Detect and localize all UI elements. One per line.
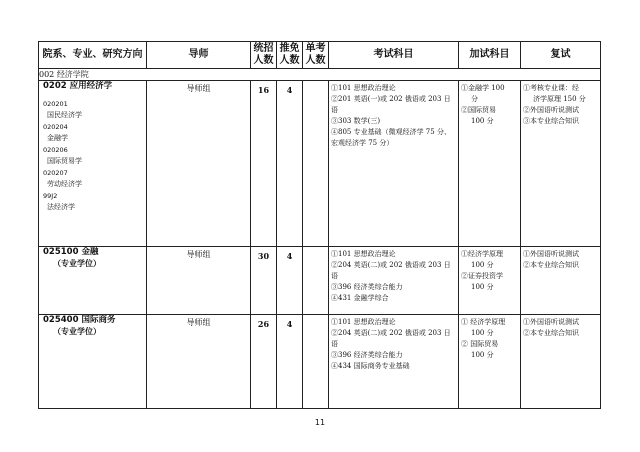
program-title: 025400 国际商务 (43, 315, 116, 325)
subfield-code: 99J2 (43, 192, 58, 200)
exam-line: 语 (331, 340, 338, 348)
total-cell: 16 (251, 81, 277, 247)
subfield-code: 020206 (43, 146, 68, 154)
subfield-code: 020204 (43, 123, 68, 131)
subfield-name: 国际贸易学 (47, 157, 82, 165)
extra-line: ①经济学原理 (461, 250, 503, 258)
extra-cell (459, 315, 521, 409)
retest-cell (521, 81, 601, 247)
program-row (39, 315, 601, 409)
exam-cell (329, 247, 459, 315)
retest-line: ②本专业综合知识 (523, 261, 579, 269)
single-cell (303, 81, 329, 247)
retest-line: ③本专业综合知识 (523, 117, 579, 125)
major-cell (39, 315, 147, 409)
exam-line: ①101 思想政治理论 (331, 84, 396, 92)
college-row (39, 69, 601, 81)
exam-line: ①101 思想政治理论 (331, 250, 396, 258)
page-number: 11 (314, 418, 326, 427)
exam-line: ③396 经济类综合能力 (331, 351, 403, 359)
subfield-item (43, 123, 146, 144)
extra-line: 100 分 (471, 261, 494, 269)
subfield-item (43, 146, 146, 167)
header-single: 单考人数 (303, 42, 329, 69)
single-cell (303, 247, 329, 315)
header-advisor: 导师 (147, 42, 251, 69)
retest-line: ②本专业综合知识 (523, 329, 579, 337)
recommended-cell: 4 (277, 81, 303, 247)
subfield-name: 国民经济学 (47, 111, 82, 119)
retest-line: ①外国语听说测试 (523, 250, 579, 258)
exam-line: ③396 经济类综合能力 (331, 283, 403, 291)
header-major: 院系、专业、研究方向 (39, 42, 147, 69)
major-cell (39, 247, 147, 315)
recommended-cell: 4 (277, 315, 303, 409)
exam-line: ③303 数学(三) (331, 117, 381, 125)
subfield-item (43, 100, 146, 121)
program-subtitle: （专业学位） (53, 258, 101, 268)
extra-line: 100 分 (471, 351, 494, 359)
subfield-name: 法经济学 (47, 203, 75, 211)
exam-cell (329, 315, 459, 409)
program-title: 0202 应用经济学 (43, 81, 113, 91)
extra-cell (459, 247, 521, 315)
exam-line: ②201 英语(一)或 202 俄语或 203 日 (331, 95, 451, 103)
extra-line: 100 分 (471, 283, 494, 291)
extra-line: ① 经济学原理 (461, 318, 506, 326)
subfield-item (43, 192, 146, 213)
extra-line: ② 国际贸易 (461, 340, 499, 348)
exam-line: 语 (331, 106, 338, 114)
recommended-cell: 4 (277, 247, 303, 315)
retest-line: ②外国语听说测试 (523, 106, 579, 114)
header-exam: 考试科目 (329, 42, 459, 69)
program-subtitle: （专业学位） (53, 326, 101, 336)
admissions-table (38, 41, 601, 409)
extra-line: 100 分 (471, 329, 494, 337)
total-cell: 26 (251, 315, 277, 409)
extra-line: ②国际贸易 (461, 106, 496, 114)
header-recommended: 推免人数 (277, 42, 303, 69)
advisor-cell: 导师组 (147, 315, 251, 409)
advisor-cell: 导师组 (147, 247, 251, 315)
major-cell (39, 81, 147, 247)
subfield-code: 020201 (43, 100, 68, 108)
retest-cell (521, 315, 601, 409)
exam-line: ④805 专业基础（微观经济学 75 分、 (331, 128, 451, 136)
exam-line: ②204 英语(二)或 202 俄语或 203 日 (331, 329, 451, 337)
program-title: 025100 金融 (43, 247, 99, 257)
single-cell (303, 315, 329, 409)
subfield-name: 金融学 (47, 134, 68, 142)
exam-line: ④431 金融学综合 (331, 294, 389, 302)
extra-cell (459, 81, 521, 247)
subfield-code: 020207 (43, 169, 68, 177)
advisor-cell: 导师组 (147, 81, 251, 247)
exam-line: ④434 国际商务专业基础 (331, 362, 410, 370)
exam-line: ①101 思想政治理论 (331, 318, 396, 326)
header-row (39, 42, 601, 69)
retest-line: ①外国语听说测试 (523, 318, 579, 326)
header-total: 统招人数 (251, 42, 277, 69)
total-cell: 30 (251, 247, 277, 315)
header-retest: 复试 (521, 42, 601, 69)
subfield-name: 劳动经济学 (47, 180, 82, 188)
retest-line: 济学原理 150 分 (533, 95, 586, 103)
retest-line: ①考核专业课：经 (523, 84, 579, 92)
spacer (43, 92, 146, 100)
exam-line: 语 (331, 272, 338, 280)
extra-line: ①金融学 100 (461, 84, 505, 92)
header-extra: 加试科目 (459, 42, 521, 69)
college-name: 002 经济学院 (39, 69, 601, 81)
extra-line: ②证券投资学 (461, 272, 503, 280)
program-row (39, 247, 601, 315)
extra-line: 分 (471, 95, 478, 103)
extra-line: 100 分 (471, 117, 494, 125)
subfield-item (43, 169, 146, 190)
exam-cell (329, 81, 459, 247)
retest-cell (521, 247, 601, 315)
exam-line: 宏观经济学 75 分） (331, 139, 394, 147)
exam-line: ②204 英语(二)或 202 俄语或 203 日 (331, 261, 451, 269)
program-row (39, 81, 601, 247)
